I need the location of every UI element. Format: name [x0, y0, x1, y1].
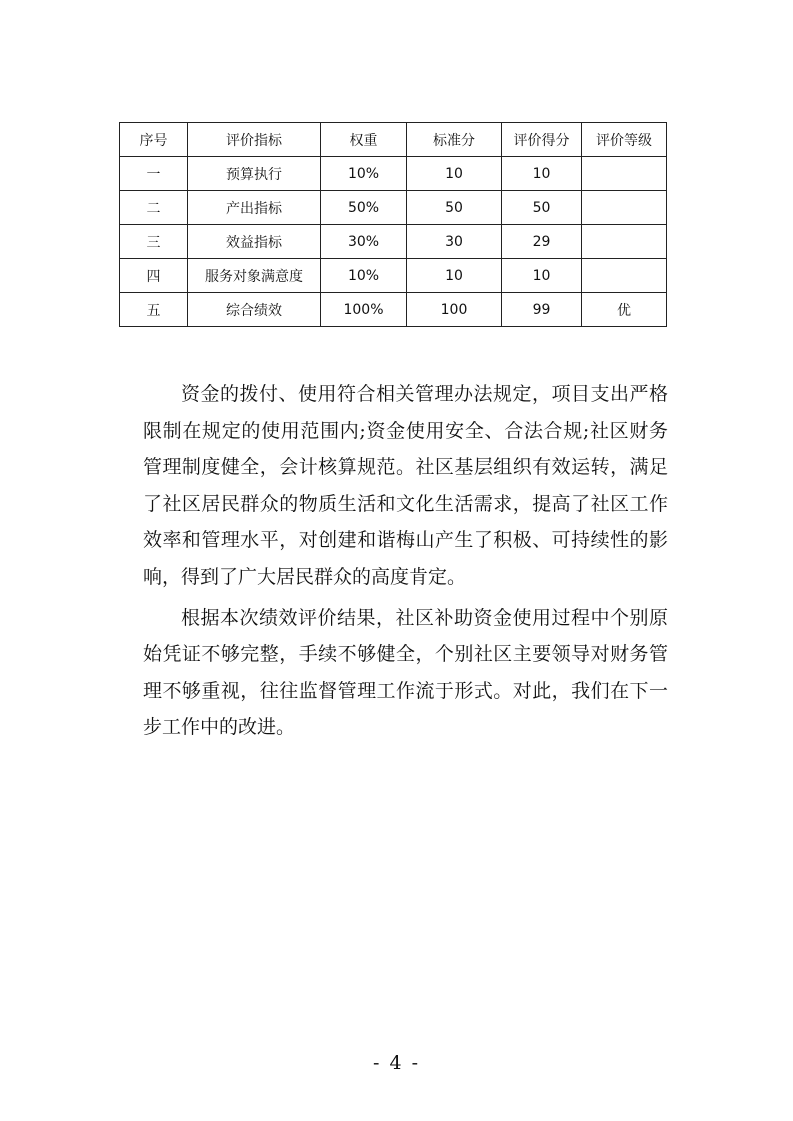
table-cell	[582, 191, 667, 225]
table-cell	[582, 259, 667, 293]
table-cell: 10	[502, 157, 582, 191]
header-cell-indicator: 评价指标	[188, 123, 321, 157]
table-cell: 预算执行	[188, 157, 321, 191]
table-cell	[582, 225, 667, 259]
table-cell: 100%	[321, 293, 407, 327]
table-row	[120, 191, 667, 225]
header-cell-index: 序号	[120, 123, 188, 157]
table-cell: 五	[120, 293, 188, 327]
table-cell: 10	[407, 157, 502, 191]
table-cell: 30%	[321, 225, 407, 259]
table-cell: 10%	[321, 259, 407, 293]
table-cell: 综合绩效	[188, 293, 321, 327]
performance-evaluation-table	[119, 122, 667, 327]
table-cell: 二	[120, 191, 188, 225]
table-header-row	[120, 123, 667, 157]
table-row	[120, 293, 667, 327]
table-cell: 50	[407, 191, 502, 225]
table-row	[120, 259, 667, 293]
table-cell: 四	[120, 259, 188, 293]
table-cell: 30	[407, 225, 502, 259]
table-cell: 10	[407, 259, 502, 293]
body-text	[143, 376, 668, 750]
paragraph-improvement-notes: 根据本次绩效评价结果，社区补助资金使用过程中个别原始凭证不够完整，手续不够健全，个别社区主要领导对财务管理不够重视，往往监督管理工作流于形式。对此，我们在下一步工作中的改进。	[143, 606, 668, 739]
table-cell: 三	[120, 225, 188, 259]
table-cell: 效益指标	[188, 225, 321, 259]
page-number: - 4 -	[372, 1052, 420, 1074]
table-cell: 99	[502, 293, 582, 327]
paragraph-assessment-summary: 资金的拨付、使用符合相关管理办法规定，项目支出严格限制在规定的使用范围内;资金使用安全、合法合规;社区财务管理制度健全，会计核算规范。社区基层组织有效运转，满足了社区居民群众的物质生活和文化生活需求，提高了社区工作效率和管理水平，对创建和谐梅山产生了积极、可持续性的影响，得到了广大居民群众的高度肯定。	[143, 383, 668, 588]
table-cell: 50%	[321, 191, 407, 225]
table-cell: 一	[120, 157, 188, 191]
table-cell: 产出指标	[188, 191, 321, 225]
table-cell: 10	[502, 259, 582, 293]
table-cell: 10%	[321, 157, 407, 191]
header-cell-evaluation-score: 评价得分	[502, 123, 582, 157]
table-row	[120, 225, 667, 259]
table-cell: 优	[582, 293, 667, 327]
header-cell-evaluation-grade: 评价等级	[582, 123, 667, 157]
table-cell: 50	[502, 191, 582, 225]
table-cell: 服务对象满意度	[188, 259, 321, 293]
table-row	[120, 157, 667, 191]
header-cell-standard-score: 标准分	[407, 123, 502, 157]
header-cell-weight: 权重	[321, 123, 407, 157]
table-cell: 100	[407, 293, 502, 327]
table-cell: 29	[502, 225, 582, 259]
table-cell	[582, 157, 667, 191]
